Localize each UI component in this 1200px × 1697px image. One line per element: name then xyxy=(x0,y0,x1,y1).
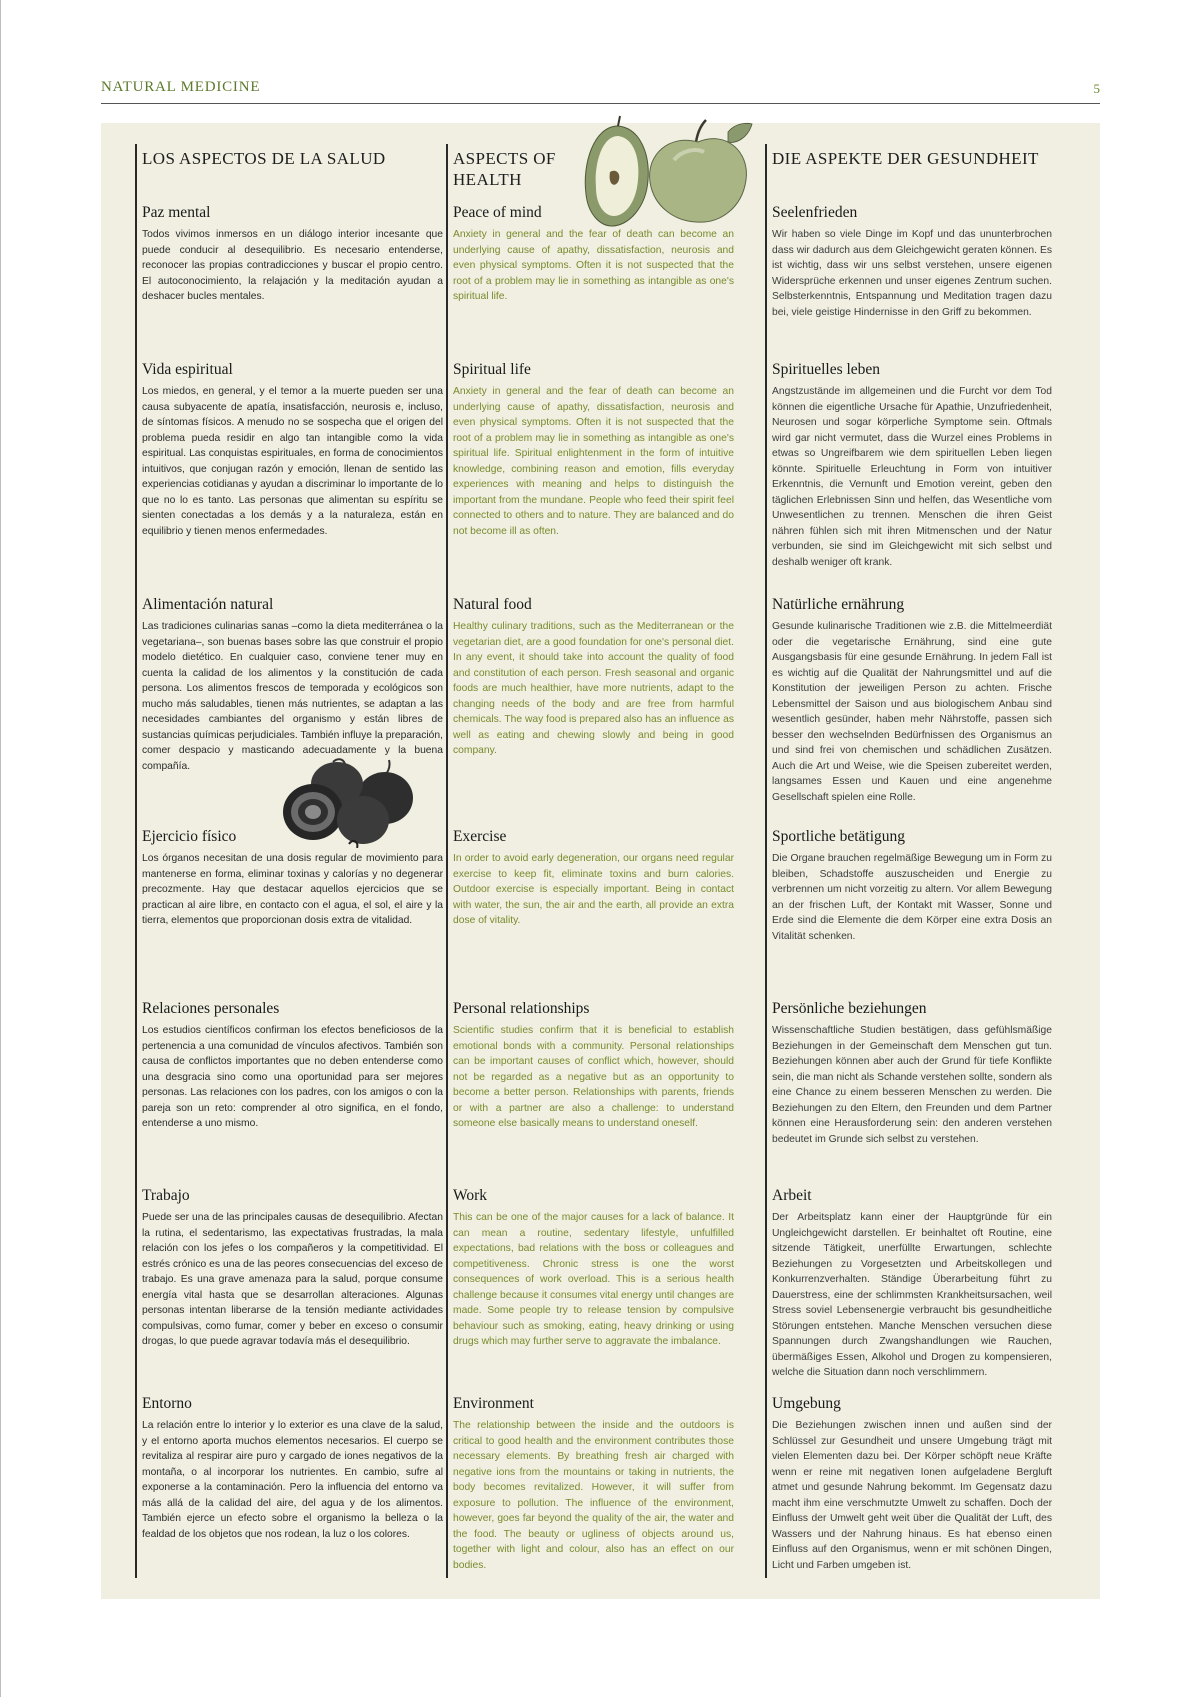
section-text: Los miedos, en general, y el temor a la muerte pueden ser una causa subyacente de apatía, insatisfacción, neurosis e, incluso, de síntomas físicos. A menudo no se sospecha que el origen del problema pueda residir en algo tan intangible como la vida espiritual. Las conquistas espirituales, en forma de conocimientos intuitivos, que conjugan razón y emoción, llenan de sentido las experiencias cotidianas y ayudan a discriminar lo importante de lo que no lo es tanto. Las personas que alimentan su espíritu se sienten conectadas a los demás y a la naturaleza, están en equilibrio y tienen menos enfermedades. xyxy=(142,386,443,537)
section-title: Exercise xyxy=(453,828,507,845)
section-title: Trabajo xyxy=(142,1187,190,1204)
section-relaciones-personales xyxy=(142,999,443,1132)
section-title: Ejercicio físico xyxy=(142,828,237,845)
section-trabajo xyxy=(142,1186,443,1350)
section-title: Paz mental xyxy=(142,204,211,221)
column-rule-es xyxy=(135,144,137,1578)
column-heading-en: ASPECTS OF HEALTH xyxy=(453,149,556,189)
section-title: Work xyxy=(453,1187,488,1204)
section-spirituelles-leben xyxy=(772,360,1052,570)
section-text: La relación entre lo interior y lo exterior es una clave de la salud, y el entorno aporta muchos elementos necesarios. El cuerpo se revitaliza al respirar aire puro y cargado de iones negativos de la montaña, o al incorporar los nutrientes. En cambio, sufre al exponerse a la contaminación. Pero la influencia del entorno va más allá de la calidad del aire, del agua y de los alimentos. También ejerce un efecto sobre el organismo la belleza o la fealdad de los objetos que nos rodean, la luz o los colores. xyxy=(142,1420,443,1540)
magazine-section-title: NATURAL MEDICINE xyxy=(101,79,261,95)
section-title: Relaciones personales xyxy=(142,1000,280,1017)
section-text: Anxiety in general and the fear of death can become an underlying cause of apathy, dissatisfaction, neurosis and even physical symptoms. Often it is not suspected that the root of a problem may lie in something as intangible as one's spiritual life. Spiritual enlightenment in the form of intuitive knowledge, combining reason and emotion, fills everyday experiences with meaning and helps to distinguish the important from the mundane. People who feed their spirit feel connected to others and to nature. They are balanced and do not become ill as often. xyxy=(453,386,734,537)
section-alimentacion-natural xyxy=(142,595,443,774)
column-rule-de xyxy=(765,144,767,1578)
section-text: Anxiety in general and the fear of death can become an underlying cause of apathy, dissatisfaction, neurosis and even physical symptoms. Often it is not suspected that the root of a problem may lie in something as intangible as one's spiritual life. xyxy=(453,229,734,302)
section-text: Wissenschaftliche Studien bestätigen, dass gefühlsmäßige Beziehungen in der Gemeinschaft dem Menschen gut tun. Beziehungen können aber auch der Grund für tiefe Konflikte sein, die man nicht als Schande verstehen sollte, sondern als eine Chance zu einem besseren Menschen zu werden. Die Beziehungen zu den Eltern, den Freunden und dem Partner können eine Herausforderung sein: den anderen verstehen bedeutet im Grunde sich selbst zu verstehen. xyxy=(772,1025,1052,1145)
section-persoenliche-beziehungen xyxy=(772,999,1052,1147)
section-title: Arbeit xyxy=(772,1187,812,1204)
section-title: Vida espiritual xyxy=(142,361,233,378)
section-work xyxy=(453,1186,734,1350)
section-spiritual-life xyxy=(453,360,734,539)
section-text: This can be one of the major causes for a lack of balance. It can mean a routine, sedentary lifestyle, unfulfilled expectations, bad relations with the boss or colleagues and competitiveness. Chronic stress is one the worst consequences of work overload. This is a serious health challenge because it consumes vital energy until changes are made. Some people try to release tension by compulsive behaviour such as smoking, eating, heavy drinking or using drugs which may further serve to aggravate the imbalance. xyxy=(453,1212,734,1347)
section-title: Sportliche betätigung xyxy=(772,828,906,845)
section-text: The relationship between the inside and the outdoors is critical to good health and the environment contributes those necessary elements. By breathing fresh air charged with negative ions from the mountains or taking in nutrients, the body becomes revitalized. However, it will suffer from exposure to pollution. The influence of the environment, however, goes far beyond the quality of the air, the water and the food. The beauty or ugliness of objects around us, together with light and colour, also has an effect on our bodies. xyxy=(453,1420,734,1571)
running-header xyxy=(101,79,1100,104)
section-title: Spiritual life xyxy=(453,361,531,378)
section-exercise xyxy=(453,827,734,929)
section-text: Los estudios científicos confirman los efectos beneficiosos de la pertenencia a una comunidad de vínculos afectivos. También son causa de conflictos importantes que no deben entenderse como una desgracia sino como una oportunidad para ser mejores personas. Las relaciones con los padres, con los amigos o con la pareja son un reto: comprender al otro significa, en el fondo, entenderse a uno mismo. xyxy=(142,1025,443,1129)
section-title: Natürliche ernährung xyxy=(772,596,905,613)
section-text: In order to avoid early degeneration, our organs need regular exercise to keep fit, eliminate toxins and burn calories. Outdoor exercise is especially important. Being in contact with water, the sun, the air and the earth, all provide an extra dose of vitality. xyxy=(453,853,734,926)
section-title: Umgebung xyxy=(772,1395,841,1412)
section-sportliche-betaetigung xyxy=(772,827,1052,944)
section-text: Angstzustände im allgemeinen und die Furcht vor dem Tod können die eigentliche Ursache für Apathie, Unzufriedenheit, Neurosen und sogar körperliche Symptome sein. Oftmals wird gar nicht vermutet, dass die Wurzel eines Problems in etwas so Ungreifbarem wie dem spirituellen Leben liegen könnte. Spirituelle Erleuchtung in Form von intuitiver Erkenntnis, die Vernunft und Emotion vereint, geben den täglichen Erlebnissen Sinn und helfen, das Wesentliche vom Unwesentlichen zu trennen. Menschen die ihren Geist nähren fühlen sich mit ihren Mitmenschen und der Natur verbunden, sie sind im Gleichgewicht mit sich selbst und deshalb weniger oft krank. xyxy=(772,386,1052,568)
section-title: Personal relationships xyxy=(453,1000,590,1017)
section-text: Die Organe brauchen regelmäßige Bewegung um in Form zu bleiben, Schadstoffe auszuscheiden und Energie zu verbrennen um nicht vorzeitig zu altern. Vor allem Bewegung an der frischen Luft, der Kontakt mit Wasser, Sonne und Erde sind die Elemente die dem Körper eine extra Dosis an Vitalität schenken. xyxy=(772,853,1052,942)
section-vida-espiritual xyxy=(142,360,443,539)
column-heading-es: LOS ASPECTOS DE LA SALUD xyxy=(142,149,386,168)
section-personal-relationships xyxy=(453,999,734,1132)
section-text: Die Beziehungen zwischen innen und außen sind der Schlüssel zur Gesundheit und unsere Umgebung trägt mit vielen Elementen dazu bei. Der Körper schöpft neue Kräfte wenn er reine mit negativen Ionen aufgeladene Bergluft atmet und gesunde Nahrung bekommt. Im Gegensatz dazu macht ihm eine verschmutzte Umwelt zu schaffen. Doch der Einfluss der Umwelt geht weit über die Qualität der Luft, des Wassers und der Nahrung hinaus. Es hat ebenso einen Einfluss auf den Organismus, wenn er mit schönen Dingen, Licht und Farben umgeben ist. xyxy=(772,1420,1052,1571)
section-arbeit xyxy=(772,1186,1052,1381)
section-title: Peace of mind xyxy=(453,204,542,221)
section-natuerliche-ernaehrung xyxy=(772,595,1052,805)
section-title: Seelenfrieden xyxy=(772,204,858,221)
section-text: Todos vivimos inmersos en un diálogo interior incesante que puede conducir al desequilibrio. Es necesario entenderse, reconocer las propias contradicciones y buscar el propio centro. El autoconocimiento, la relajación y la meditación ayudan a deshacer bucles mentales. xyxy=(142,229,443,302)
section-title: Spirituelles leben xyxy=(772,361,881,378)
section-title: Persönliche beziehungen xyxy=(772,1000,927,1017)
section-title: Natural food xyxy=(453,596,532,613)
section-seelenfrieden xyxy=(772,203,1052,320)
section-text: Wir haben so viele Dinge im Kopf und das ununterbrochen dass wir dadurch aus dem Gleichgewicht geraten können. Es ist wichtig, dass wir uns selbst verstehen, unsere eigenen Widersprüche erkennen und unser eigenes Zentrum suchen. Selbsterkenntnis, Entspannung und Meditation tragen dazu bei, viele geistige Hindernisse in den Griff zu bekommen. xyxy=(772,229,1052,318)
column-heading-de: DIE ASPEKTE DER GESUNDHEIT xyxy=(772,149,1039,168)
section-natural-food xyxy=(453,595,734,759)
section-ejercicio-fisico xyxy=(142,827,443,929)
section-text: Gesunde kulinarische Traditionen wie z.B. die Mittelmeerdiät oder die vegetarische Ernährung, sind eine gute Ausgangsbasis für eine gesunde Ernährung. In jedem Fall ist es wichtig auf die Qualität der Nahrungsmittel und auf die Konstitution der jeweiligen Person zu achten. Frische Lebensmittel der Saison und aus biologischem Anbau sind wesentlich gesünder, haben mehr Nährstoffe, passen sich besser den wechselnden Bedürfnissen des Organismus an und sind frei von chemischen und schädlichen Zusätzen. Auch die Art und Weise, wie die Speisen zubereitet werden, langsames Essen und Kauen und eine angenehme Gesellschaft spielen eine Rolle. xyxy=(772,621,1052,803)
section-text: Scientific studies confirm that it is beneficial to establish emotional bonds with a community. Personal relationships can be important causes of conflict which, however, should not be regarded as a negative but as an opportunity to become a better person. Relationships with parents, friends or with a partner are also a challenge: to understand someone else basically means to understand oneself. xyxy=(453,1025,734,1129)
section-title: Entorno xyxy=(142,1395,192,1412)
page-edge xyxy=(0,0,1,1697)
section-text: Las tradiciones culinarias sanas –como la dieta mediterránea o la vegetariana–, son buenas bases sobre las que construir el propio modelo dietético. En cualquier caso, conviene tener muy en cuenta la calidad de los alimentos y la constitución de cada persona. Los alimentos frescos de temporada y ecológicos son mucho más saludables, tienen más nutrientes, se adaptan a las necesidades cambiantes del organismo y están libres de sustancias químicas perjudiciales. También influye la preparación, comer despacio y masticando adecuadamente y la buena compañía. xyxy=(142,621,443,772)
section-entorno xyxy=(142,1394,443,1542)
section-text: Los órganos necesitan de una dosis regular de movimiento para mantenerse en forma, eliminar toxinas y calorías y no degenerar precozmente. Hay que destacar aquellos ejercicios que se practican al aire libre, en contacto con el agua, el sol, el aire y la tierra, elementos que proporcionan dosis extra de vitalidad. xyxy=(142,853,443,926)
section-text: Der Arbeitsplatz kann einer der Hauptgründe für ein Ungleichgewicht darstellen. Er beinhaltet oft Routine, eine sitzende Tätigkeit, unerfüllte Erwartungen, schlechte Beziehungen zu Vorgesetzten und Arbeitskollegen und Konkurrenzverhalten. Ständige Überarbeitung führt zu Dauerstress, eine der schlimmsten Krankheitsursachen, weil Stress soviel Lebensenergie verbraucht bis gesundheitliche Störungen entstehen. Manche Menschen versuchen diese Spannungen durch Zwangshandlungen wie Rauchen, übermäßiges Essen, Alkohol und Drogen zu kompensieren, welche die Situation dann noch verschlimmern. xyxy=(772,1212,1052,1378)
section-title: Environment xyxy=(453,1395,534,1412)
section-paz-mental xyxy=(142,203,443,305)
section-environment xyxy=(453,1394,734,1573)
section-umgebung xyxy=(772,1394,1052,1573)
page-number: 5 xyxy=(1093,81,1100,96)
section-text: Healthy culinary traditions, such as the Mediterranean or the vegetarian diet, are a good foundation for one's personal diet. In any event, it should take into account the quality of food and constitution of each person. Fresh seasonal and organic foods are much healthier, have more nutrients, adapt to the changing needs of the body and are free from harmful chemicals. The way food is prepared also has an influence as well as eating and chewing slowly and being in good company. xyxy=(453,621,734,756)
section-title: Alimentación natural xyxy=(142,596,274,613)
section-text: Puede ser una de las principales causas de desequilibrio. Afectan la rutina, el sedentarismo, las expectativas frustradas, la mala relación con los jefes o los compañeros y la competitividad. El estrés crónico es una de las peores consecuencias del exceso de trabajo. Es una grave amenaza para la salud, porque consume energía vital hasta que se desarrollan alteraciones. Algunas personas intentan liberarse de la tensión mediante actividades compulsivas, como fumar, comer y beber en exceso o consumir drogas, lo que puede agravar todavía más el desequilibrio. xyxy=(142,1212,443,1347)
column-rule-en xyxy=(446,144,448,1578)
section-peace-of-mind xyxy=(453,203,734,305)
